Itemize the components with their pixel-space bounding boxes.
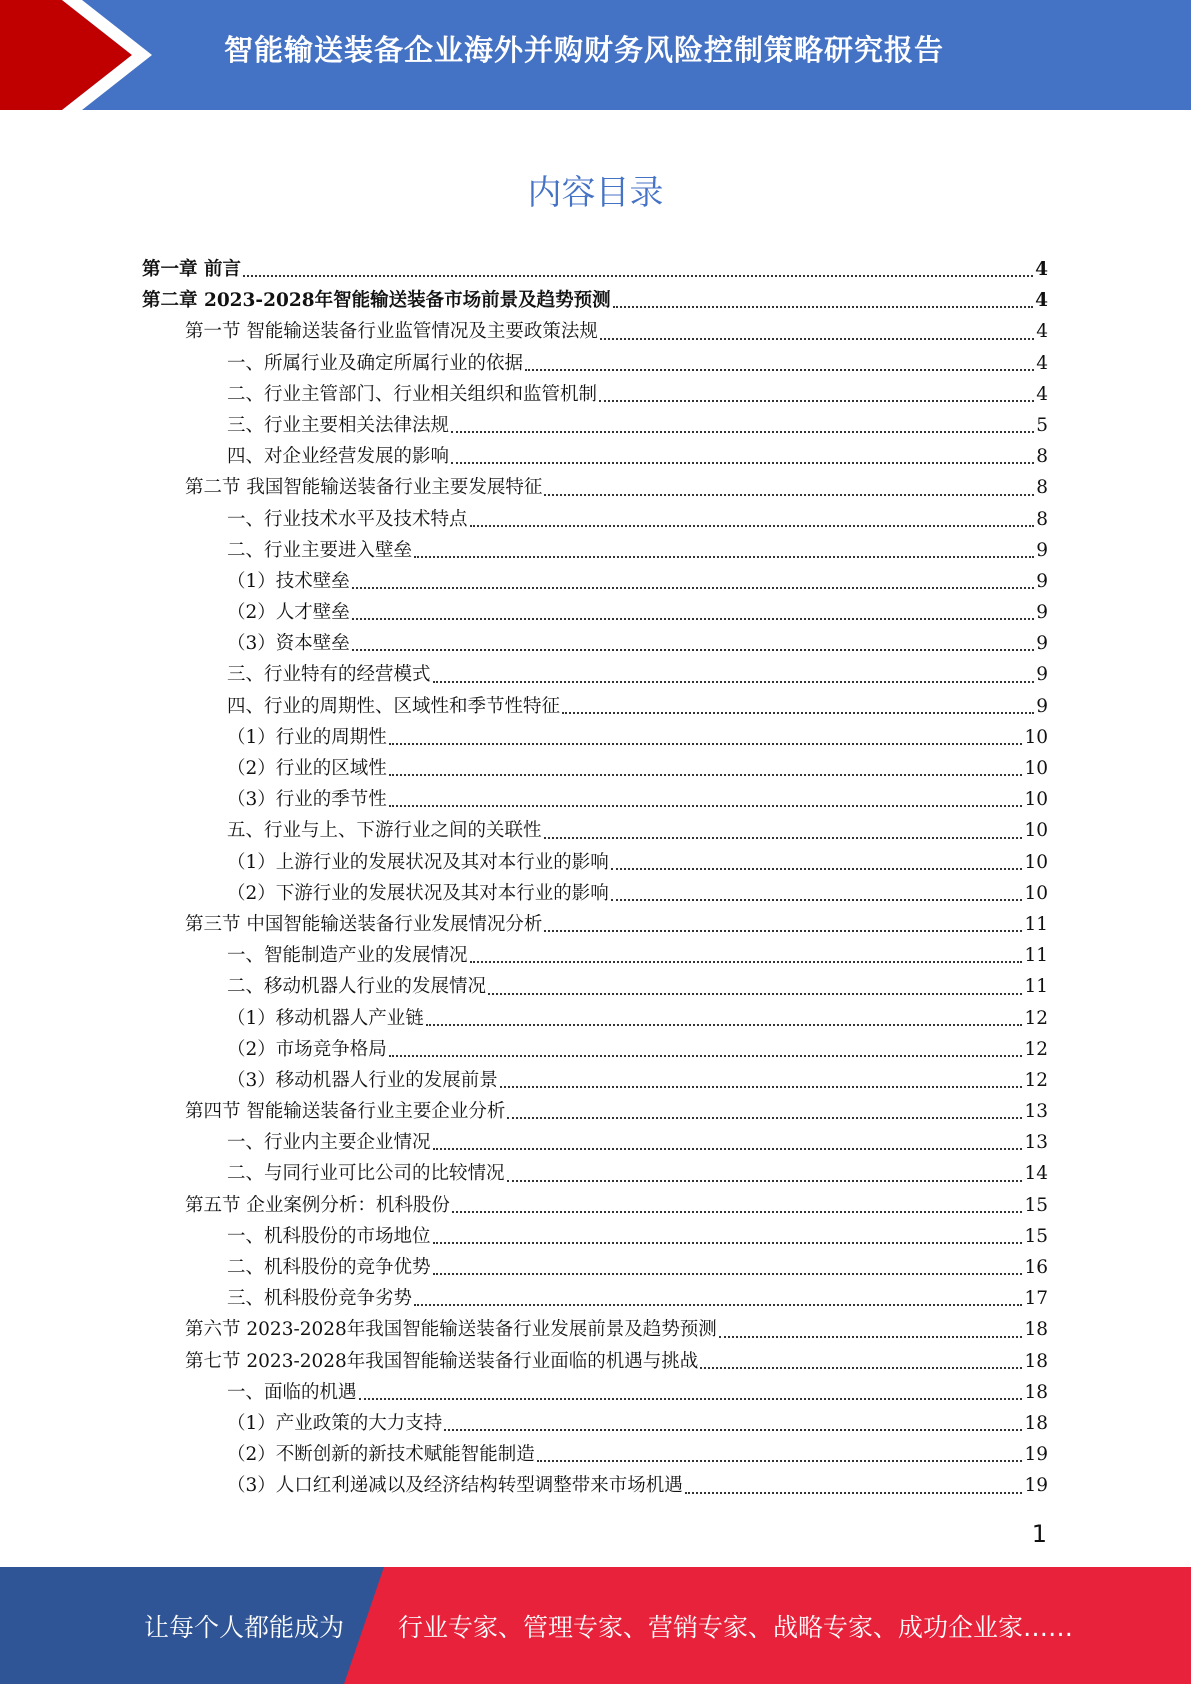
toc-entry-label: （3）移动机器人行业的发展前景: [227, 1069, 498, 1091]
toc-entry[interactable]: [142, 597, 1048, 628]
toc-entry[interactable]: [142, 285, 1048, 316]
toc-entry-label: 五、行业与上、下游行业之间的关联性: [227, 820, 542, 842]
toc-entry[interactable]: [142, 348, 1048, 379]
toc-dot-leader: [537, 1459, 1023, 1462]
toc-entry-page: 8: [1036, 477, 1048, 499]
toc-dot-leader: [389, 1054, 1023, 1057]
toc-dot-leader: [562, 711, 1034, 714]
toc-entry-page: 18: [1024, 1350, 1048, 1372]
toc-entry-page: 18: [1024, 1381, 1048, 1403]
toc-entry[interactable]: [142, 1127, 1048, 1158]
toc-entry-label: 四、对企业经营发展的影响: [227, 446, 450, 468]
toc-entry-page: 17: [1024, 1288, 1048, 1310]
toc-entry-page: 18: [1024, 1319, 1048, 1341]
toc-entry-label: 一、行业内主要企业情况: [227, 1132, 431, 1154]
toc-entry[interactable]: [142, 722, 1048, 753]
report-title: 智能输送装备企业海外并购财务风险控制策略研究报告: [224, 33, 945, 67]
toc-entry-page: 13: [1024, 1101, 1048, 1123]
toc-entry[interactable]: [142, 815, 1048, 846]
toc-entry-page: 10: [1024, 851, 1048, 873]
toc-entry[interactable]: [142, 847, 1048, 878]
toc-entry[interactable]: [142, 535, 1048, 566]
toc-dot-leader: [544, 493, 1034, 496]
toc-entry[interactable]: [142, 1190, 1048, 1221]
toc-dot-leader: [452, 1210, 1023, 1213]
toc-entry[interactable]: [142, 1314, 1048, 1345]
toc-entry-page: 9: [1036, 695, 1048, 717]
toc-entry-page: 10: [1024, 758, 1048, 779]
toc-entry-page: 11: [1024, 976, 1048, 998]
toc-entry-label: 三、机科股份竞争劣势: [227, 1288, 413, 1310]
toc-entry-page: 12: [1024, 1007, 1048, 1029]
toc-entry[interactable]: [142, 379, 1048, 410]
toc-dot-leader: [433, 1272, 1023, 1275]
toc-dot-leader: [470, 960, 1023, 963]
toc-entry-page: 10: [1024, 789, 1048, 811]
toc-entry-label: 二、与同行业可比公司的比较情况: [227, 1163, 505, 1185]
toc-dot-leader: [599, 399, 1034, 402]
toc-entry-label: （1）行业的周期性: [227, 726, 387, 748]
toc-entry-page: 10: [1024, 882, 1048, 904]
toc-dot-leader: [544, 929, 1022, 932]
toc-dot-leader: [544, 836, 1023, 839]
toc-entry-page: 16: [1024, 1257, 1048, 1278]
toc-dot-leader: [414, 1303, 1022, 1306]
toc-entry[interactable]: [142, 566, 1048, 597]
toc-entry-page: 9: [1036, 664, 1048, 686]
toc-entry-page: 18: [1024, 1412, 1048, 1434]
toc-entry-label: （2）人才壁垒: [227, 602, 350, 624]
toc-dot-leader: [700, 1366, 1022, 1369]
toc-entry-page: 4: [1036, 321, 1048, 343]
toc-entry-page: 13: [1024, 1132, 1048, 1154]
toc-entry-label: 四、行业的周期性、区域性和季节性特征: [227, 695, 561, 717]
toc-entry-page: 4: [1036, 352, 1048, 374]
toc-entry-label: （3）人口红利递减以及经济结构转型调整带来市场机遇: [227, 1475, 683, 1497]
toc-entry-page: 11: [1024, 945, 1048, 967]
toc-entry-label: （1）移动机器人产业链: [227, 1007, 424, 1029]
toc-entry-label: 二、行业主要进入壁垒: [227, 539, 413, 561]
toc-entry-label: 三、行业主要相关法律法规: [227, 414, 450, 436]
toc-entry-label: 一、所属行业及确定所属行业的依据: [227, 352, 524, 374]
toc-entry[interactable]: [142, 1158, 1048, 1189]
toc-entry[interactable]: [142, 1377, 1048, 1408]
table-of-contents: [142, 254, 1048, 1502]
toc-dot-leader: [433, 680, 1035, 683]
toc-entry-page: 12: [1024, 1069, 1048, 1091]
toc-entry[interactable]: [142, 504, 1048, 535]
toc-entry-label: 第二章 2023-2028年智能输送装备市场前景及趋势预测: [142, 290, 611, 312]
toc-dot-leader: [451, 461, 1034, 464]
toc-entry[interactable]: [142, 1065, 1048, 1096]
toc-entry-page: 19: [1024, 1475, 1048, 1497]
page-header: [0, 0, 1191, 110]
toc-entry-page: 19: [1024, 1444, 1048, 1466]
toc-entry[interactable]: [142, 753, 1048, 784]
toc-dot-leader: [352, 586, 1034, 589]
toc-entry[interactable]: [142, 254, 1048, 285]
toc-entry-label: 二、移动机器人行业的发展情况: [227, 976, 487, 998]
toc-entry-page: 8: [1036, 446, 1048, 468]
toc-dot-leader: [507, 1116, 1022, 1119]
toc-entry[interactable]: [142, 691, 1048, 722]
toc-entry[interactable]: [142, 1346, 1048, 1377]
toc-dot-leader: [719, 1335, 1023, 1338]
toc-dot-leader: [444, 1428, 1022, 1431]
toc-dot-leader: [470, 524, 1035, 527]
toc-dot-leader: [243, 274, 1033, 277]
toc-entry-label: 一、机科股份的市场地位: [227, 1225, 431, 1247]
toc-entry-label: 第七节 2023-2028年我国智能输送装备行业面临的机遇与挑战: [185, 1350, 699, 1372]
toc-entry[interactable]: [142, 1034, 1048, 1065]
toc-entry-label: 三、行业特有的经营模式: [227, 664, 431, 686]
toc-entry-page: 15: [1024, 1194, 1048, 1216]
toc-entry-label: 第五节 企业案例分析：机科股份: [185, 1194, 450, 1216]
footer-slogan-left: 让每个人都能成为: [144, 1613, 345, 1642]
toc-entry[interactable]: [142, 1252, 1048, 1283]
page-footer: [0, 1567, 1191, 1684]
toc-entry-label: （2）下游行业的发展状况及其对本行业的影响: [227, 882, 609, 904]
toc-entry-label: 第一章 前言: [142, 259, 241, 280]
toc-entry-label: （2）市场竞争格局: [227, 1038, 387, 1060]
toc-entry[interactable]: [142, 940, 1048, 971]
toc-dot-leader: [426, 1023, 1023, 1026]
toc-entry-label: （1）上游行业的发展状况及其对本行业的影响: [227, 851, 609, 873]
toc-entry-label: 一、面临的机遇: [227, 1381, 357, 1403]
toc-entry-page: 10: [1024, 726, 1048, 748]
toc-entry-label: 二、机科股份的竞争优势: [227, 1257, 431, 1278]
toc-entry-page: 9: [1036, 633, 1048, 655]
toc-entry-page: 11: [1024, 913, 1048, 935]
toc-dot-leader: [414, 555, 1034, 558]
toc-entry-label: 第一节 智能输送装备行业监管情况及主要政策法规: [185, 321, 598, 343]
toc-entry[interactable]: [142, 878, 1048, 909]
toc-entry-page: 9: [1036, 570, 1048, 592]
toc-entry[interactable]: [142, 1408, 1048, 1439]
toc-entry-page: 15: [1024, 1225, 1048, 1247]
toc-entry[interactable]: [142, 659, 1048, 690]
toc-entry-label: （1）产业政策的大力支持: [227, 1412, 443, 1434]
toc-dot-leader: [433, 1147, 1023, 1150]
page-number: 1: [1031, 1520, 1047, 1548]
toc-entry-page: 14: [1024, 1163, 1048, 1185]
toc-entry-page: 9: [1036, 539, 1048, 561]
toc-entry-label: 第六节 2023-2028年我国智能输送装备行业发展前景及趋势预测: [185, 1319, 717, 1341]
toc-dot-leader: [359, 1397, 1023, 1400]
toc-dot-leader: [611, 867, 1023, 870]
toc-dot-leader: [685, 1491, 1023, 1494]
toc-entry[interactable]: [142, 1096, 1048, 1127]
toc-entry-label: （2）行业的区域性: [227, 758, 387, 779]
toc-dot-leader: [352, 617, 1034, 620]
toc-entry[interactable]: [142, 628, 1048, 659]
toc-entry[interactable]: [142, 1283, 1048, 1314]
toc-dot-leader: [507, 1179, 1023, 1182]
toc-entry[interactable]: [142, 1003, 1048, 1034]
toc-entry-label: （3）行业的季节性: [227, 789, 387, 811]
toc-entry[interactable]: [142, 1439, 1048, 1470]
toc-entry-label: （2）不断创新的新技术赋能智能制造: [227, 1444, 535, 1466]
toc-dot-leader: [611, 898, 1023, 901]
toc-entry-label: 第二节 我国智能输送装备行业主要发展特征: [185, 477, 543, 499]
toc-entry[interactable]: [142, 410, 1048, 441]
toc-entry[interactable]: [142, 909, 1048, 940]
toc-dot-leader: [389, 742, 1023, 745]
toc-entry-label: 二、行业主管部门、行业相关组织和监管机制: [227, 383, 598, 405]
toc-entry-page: 9: [1036, 602, 1048, 624]
toc-dot-leader: [525, 368, 1034, 371]
toc-entry-label: 第三节 中国智能输送装备行业发展情况分析: [185, 913, 543, 935]
toc-entry[interactable]: [142, 971, 1048, 1002]
footer-slogan-right: 行业专家、管理专家、营销专家、战略专家、成功企业家……: [398, 1613, 1074, 1642]
toc-entry-page: 10: [1024, 820, 1048, 842]
toc-entry-page: 4: [1035, 290, 1048, 312]
toc-dot-leader: [389, 773, 1023, 776]
toc-entry-page: 4: [1036, 383, 1048, 405]
toc-entry[interactable]: [142, 1470, 1048, 1501]
toc-entry[interactable]: [142, 441, 1048, 472]
toc-entry-page: 4: [1035, 259, 1048, 280]
toc-entry-page: 12: [1024, 1038, 1048, 1060]
toc-entry[interactable]: [142, 472, 1048, 503]
toc-entry[interactable]: [142, 1221, 1048, 1252]
toc-entry[interactable]: [142, 784, 1048, 815]
toc-entry-page: 5: [1036, 414, 1048, 436]
toc-dot-leader: [500, 1085, 1023, 1088]
toc-dot-leader: [433, 1241, 1023, 1244]
toc-dot-leader: [451, 430, 1034, 433]
toc-entry-page: 8: [1036, 508, 1048, 530]
toc-entry-label: （3）资本壁垒: [227, 633, 350, 655]
toc-dot-leader: [613, 305, 1034, 308]
toc-dot-leader: [600, 337, 1034, 340]
toc-entry-label: （1）技术壁垒: [227, 570, 350, 592]
toc-dot-leader: [488, 992, 1022, 995]
toc-entry-label: 一、行业技术水平及技术特点: [227, 508, 468, 530]
toc-entry-label: 第四节 智能输送装备行业主要企业分析: [185, 1101, 506, 1123]
toc-entry-label: 一、智能制造产业的发展情况: [227, 945, 468, 967]
toc-heading: 内容目录: [527, 173, 664, 213]
toc-entry[interactable]: [142, 316, 1048, 347]
toc-dot-leader: [389, 804, 1023, 807]
toc-dot-leader: [352, 648, 1034, 651]
